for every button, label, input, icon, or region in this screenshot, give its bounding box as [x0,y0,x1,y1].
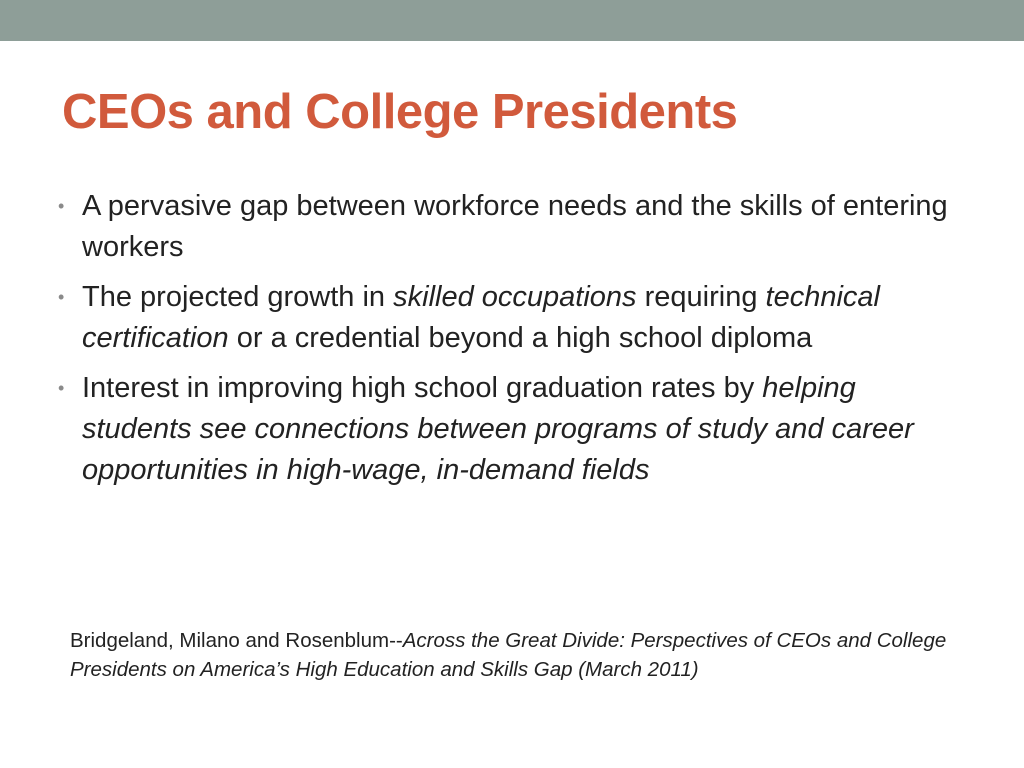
citation-work: Across the Great Divide: Perspectives of CEOs and College Presidents on America’s High Education and Skills Gap (March 2011) [70,629,947,681]
bullet-dot-icon: • [58,287,65,307]
bullet-emphasis: helping students see connections between programs of study and career opportunities in high-wage, in-demand fields [82,372,914,486]
top-banner [0,0,1024,41]
citation-authors: Bridgeland, Milano and Rosenblum-- [70,629,403,652]
bullet-dot-icon: • [58,378,65,398]
bullet-item [56,186,971,268]
bullet-text: A pervasive gap between workforce needs and the skills of entering workers [82,190,948,263]
bullet-text: The projected growth in [82,281,394,313]
bullet-text: requiring [636,281,766,313]
bullet-dot-icon: • [58,196,65,216]
citation [70,626,970,684]
slide-title: CEOs and College Presidents [62,85,738,139]
bullet-text: Interest in improving high school graduation rates by [82,372,763,404]
bullet-emphasis: skilled occupations [393,281,637,313]
bullet-list [56,186,971,500]
bullet-text: or a credential beyond a high school diploma [228,322,813,354]
bullet-item [56,368,971,491]
bullet-item [56,277,971,359]
bullet-emphasis: technical certification [82,281,880,354]
